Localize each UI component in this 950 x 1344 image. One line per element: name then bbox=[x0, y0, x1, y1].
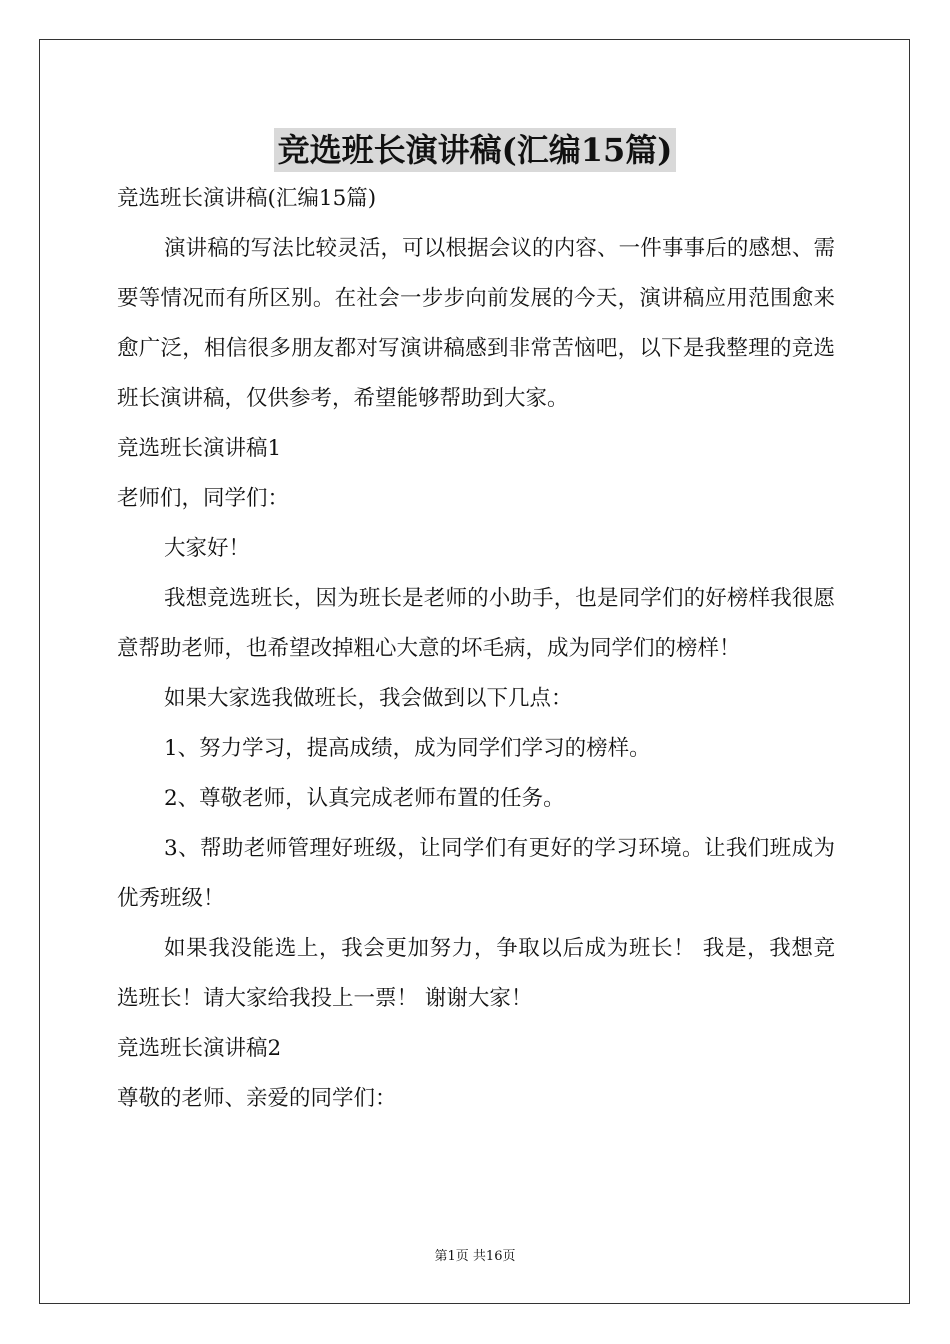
section-heading-2: 竞选班长演讲稿2 bbox=[117, 1036, 282, 1061]
page-footer: 第1页 共16页 bbox=[434, 1249, 516, 1264]
paragraph-closing: 如果我没能选上，我会更加努力，争取以后成为班长！ 我是，我想竞选班长！请大家给我投上一票！ 谢谢大家！ bbox=[117, 936, 835, 1011]
list-item-1: 1、努力学习，提高成绩，成为同学们学习的榜样。 bbox=[164, 736, 651, 761]
subtitle-line: 竞选班长演讲稿(汇编15篇) bbox=[117, 186, 377, 211]
document-title-wrap bbox=[0, 128, 950, 172]
document-body bbox=[117, 174, 835, 1124]
list-item-2: 2、尊敬老师，认真完成老师布置的任务。 bbox=[164, 786, 565, 811]
document-title: 竞选班长演讲稿(汇编15篇) bbox=[274, 128, 677, 172]
salutation-1: 老师们，同学们： bbox=[117, 486, 290, 511]
list-item-3: 3、帮助老师管理好班级，让同学们有更好的学习环境。让我们班成为优秀班级！ bbox=[117, 836, 835, 911]
section-heading-1: 竞选班长演讲稿1 bbox=[117, 436, 282, 461]
paragraph-reason: 我想竞选班长，因为班长是老师的小助手，也是同学们的好榜样我很愿意帮助老师，也希望改掉粗心大意的坏毛病，成为同学们的榜样！ bbox=[117, 586, 835, 661]
paragraph-intro: 演讲稿的写法比较灵活，可以根据会议的内容、一件事事后的感想、需要等情况而有所区别。在社会一步步向前发展的今天，演讲稿应用范围愈来愈广泛，相信很多朋友都对写演讲稿感到非常苦恼吧，以下是我整理的竞选班长演讲稿，仅供参考，希望能够帮助到大家。 bbox=[117, 236, 835, 411]
salutation-2: 尊敬的老师、亲爱的同学们： bbox=[117, 1086, 397, 1111]
paragraph-promise: 如果大家选我做班长，我会做到以下几点： bbox=[164, 686, 573, 711]
greeting: 大家好！ bbox=[164, 536, 251, 561]
